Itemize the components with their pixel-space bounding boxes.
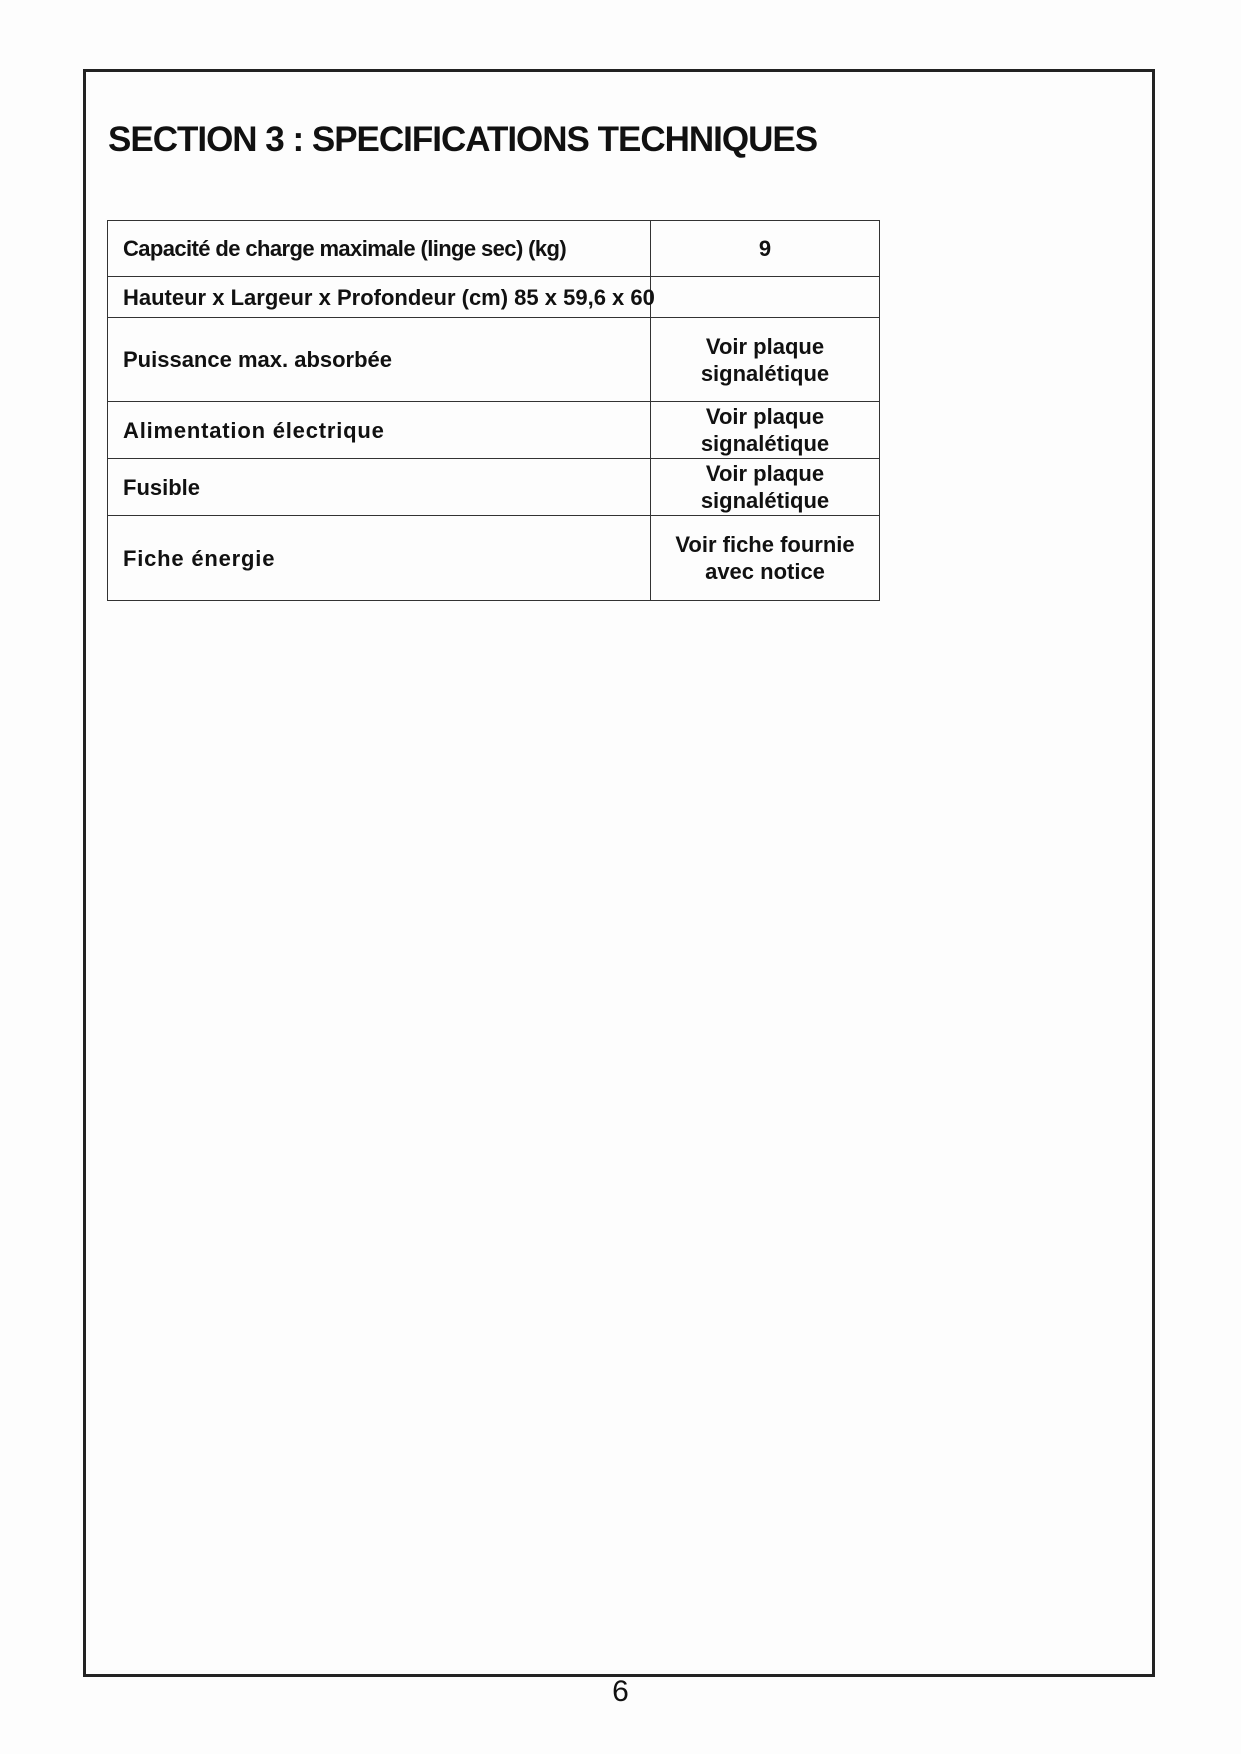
table-row — [108, 402, 880, 459]
table-row — [108, 318, 880, 402]
spec-value: Voir plaque signalétique — [651, 318, 880, 402]
spec-label: Alimentation électrique — [108, 402, 651, 459]
spec-label: Fiche énergie — [108, 516, 651, 601]
table-row — [108, 277, 880, 318]
spec-label: Fusible — [108, 459, 651, 516]
spec-value: 9 — [651, 221, 880, 277]
table-row — [108, 459, 880, 516]
spec-value: Voir plaque signalétique — [651, 459, 880, 516]
page-number: 6 — [612, 1675, 629, 1708]
spec-label: Puissance max. absorbée — [108, 318, 651, 402]
spec-value: Voir fiche fournie avec notice — [651, 516, 880, 601]
spec-label: Capacité de charge maximale (linge sec) (kg) — [108, 221, 651, 277]
table-row — [108, 221, 880, 277]
table-row — [108, 516, 880, 601]
spec-label: Hauteur x Largeur x Profondeur (cm) 85 x 59,6 x 60 — [123, 284, 655, 310]
section-title: SECTION 3 : SPECIFICATIONS TECHNIQUES — [108, 120, 818, 159]
spec-label-cell — [108, 277, 655, 318]
specifications-table — [107, 220, 880, 601]
spec-value — [651, 277, 880, 318]
spec-value: Voir plaque signalétique — [651, 402, 880, 459]
